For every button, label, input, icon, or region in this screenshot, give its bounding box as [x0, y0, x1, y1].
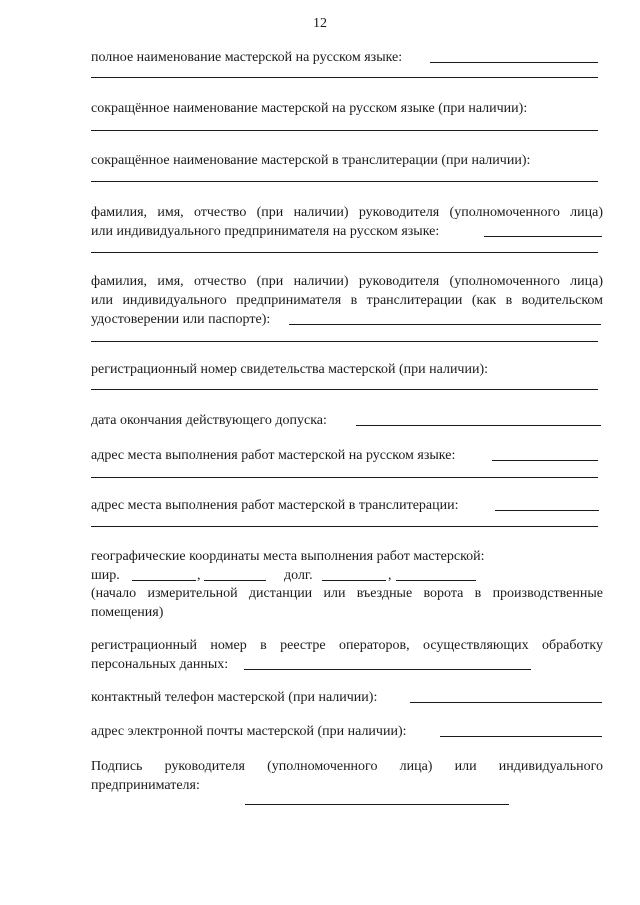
label-lat-comma: ,: [197, 568, 201, 583]
label-address-translit: адрес места выполнения работ мастерской в транслитерации:: [91, 498, 459, 513]
label-head-name-ru-line1: фамилия, имя, отчество (при наличии) руководителя (уполномоченного лица): [91, 205, 603, 220]
input-line-short-name-ru[interactable]: [91, 130, 598, 131]
label-signature-line1: Подпись руководителя (уполномоченного лица) или индивидуального: [91, 759, 603, 774]
input-line-address-ru[interactable]: [492, 460, 598, 461]
label-head-name-tr-line1: фамилия, имя, отчество (при наличии) руководителя (уполномоченного лица): [91, 274, 603, 289]
label-longitude: долг.: [284, 568, 313, 583]
label-operator-reg-line1: регистрационный номер в реестре операторов, осуществляющих обработку: [91, 638, 603, 653]
label-geo-note-line1: (начало измерительной дистанции или въездные ворота в производственные: [91, 586, 603, 601]
page-number: 12: [313, 16, 327, 31]
label-phone: контактный телефон мастерской (при наличии):: [91, 690, 378, 705]
input-line-head-name-ru-2[interactable]: [91, 252, 598, 253]
label-latitude: шир.: [91, 568, 120, 583]
label-short-name-ru: сокращённое наименование мастерской на русском языке (при наличии):: [91, 101, 528, 116]
label-signature-line2: предпринимателя:: [91, 778, 200, 793]
label-lon-comma: ,: [388, 568, 392, 583]
input-line-head-name-ru[interactable]: [484, 236, 602, 237]
input-line-head-name-tr-2[interactable]: [91, 341, 598, 342]
input-line-longitude-min[interactable]: [396, 580, 476, 581]
input-line-address-ru-2[interactable]: [91, 477, 598, 478]
input-line-phone[interactable]: [410, 702, 602, 703]
label-geo-coordinates: географические координаты места выполнения работ мастерской:: [91, 549, 485, 564]
input-line-short-name-translit[interactable]: [91, 181, 598, 182]
label-email: адрес электронной почты мастерской (при наличии):: [91, 724, 407, 739]
label-head-name-ru-line2: или индивидуального предпринимателя на русском языке:: [91, 224, 440, 239]
label-full-name-ru: полное наименование мастерской на русском языке:: [91, 50, 403, 65]
input-line-longitude-deg[interactable]: [322, 580, 386, 581]
input-line-email[interactable]: [440, 736, 602, 737]
label-short-name-translit: сокращённое наименование мастерской в транслитерации (при наличии):: [91, 153, 531, 168]
label-admission-date: дата окончания действующего допуска:: [91, 413, 327, 428]
signature-line[interactable]: [245, 804, 509, 805]
label-reg-number: регистрационный номер свидетельства мастерской (при наличии):: [91, 362, 489, 377]
input-line-address-translit-2[interactable]: [91, 526, 598, 527]
input-line-address-translit[interactable]: [495, 510, 599, 511]
label-head-name-tr-line3: удостоверении или паспорте):: [91, 312, 271, 327]
input-line-head-name-tr[interactable]: [289, 324, 601, 325]
label-geo-note-line2: помещения): [91, 605, 164, 620]
label-address-ru: адрес места выполнения работ мастерской на русском языке:: [91, 448, 456, 463]
input-line-admission-date[interactable]: [356, 425, 601, 426]
input-line-operator-reg[interactable]: [244, 669, 531, 670]
input-line-reg-number[interactable]: [91, 389, 598, 390]
label-operator-reg-line2: персональных данных:: [91, 657, 229, 672]
input-line-full-name-ru[interactable]: [430, 62, 598, 63]
input-line-full-name-ru-2[interactable]: [91, 77, 598, 78]
input-line-latitude-deg[interactable]: [132, 580, 196, 581]
input-line-latitude-min[interactable]: [204, 580, 266, 581]
label-head-name-tr-line2: или индивидуального предпринимателя в транслитерации (как в водительском: [91, 293, 603, 308]
